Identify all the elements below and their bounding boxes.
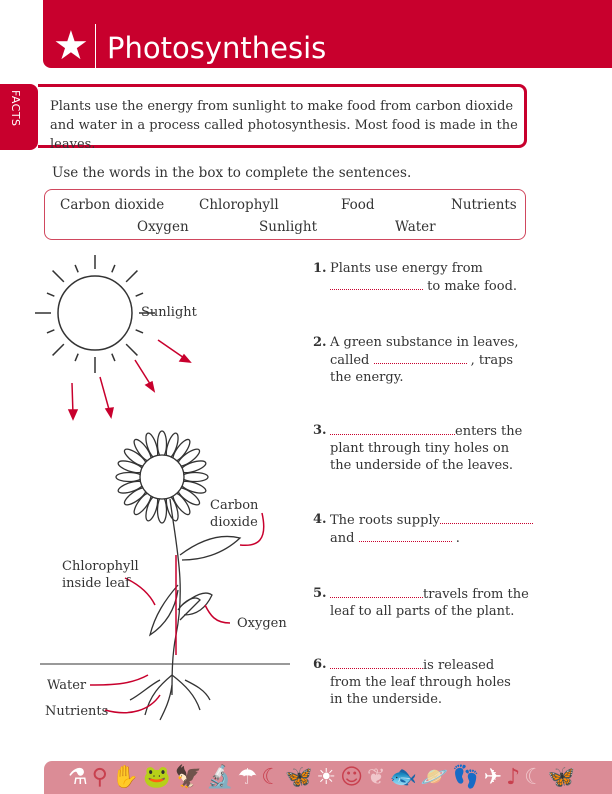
label-carbon: Carbon <box>210 498 259 513</box>
answer-blank[interactable] <box>440 511 533 524</box>
question-4: 4. The roots supply and . <box>313 511 533 547</box>
answer-blank[interactable] <box>330 656 423 669</box>
word-box <box>44 189 526 240</box>
label-oxygen: Oxygen <box>237 616 287 631</box>
facts-tab-label: FACTS <box>9 90 22 127</box>
label-dioxide: dioxide <box>210 515 258 530</box>
airplane-icon: ✈ <box>483 765 507 790</box>
petal <box>182 473 208 482</box>
sun-icon: ☀ <box>316 765 341 790</box>
answer-blank[interactable] <box>330 277 423 290</box>
word: Oxygen <box>137 219 189 235</box>
sun-ray <box>53 271 64 282</box>
hand-icon: ✋ <box>111 765 144 790</box>
butterfly-icon: 🦋 <box>547 765 580 790</box>
petal <box>116 473 142 482</box>
light-arrows <box>69 340 190 419</box>
question-1: 1. Plants use energy from to make food. <box>313 261 518 294</box>
sun-ray <box>53 344 64 355</box>
footer-icon-strip <box>44 761 612 794</box>
question-3: 3. enters the plant through tiny holes on the underside of the leaves. <box>313 423 523 473</box>
horn-icon: ♪ <box>506 765 525 790</box>
answer-blank[interactable] <box>330 585 423 598</box>
header-banner <box>43 0 612 68</box>
leaf-icon: ❦ <box>367 765 390 790</box>
instruction: Use the words in the box to complete the sentences. <box>52 165 412 181</box>
rain-cloud-icon: ☂ <box>237 765 262 790</box>
plant-diagram <box>0 255 310 735</box>
sun-ray <box>47 293 54 296</box>
word: Carbon dioxide <box>60 197 165 213</box>
answer-blank[interactable] <box>330 422 455 435</box>
label-water: Water <box>47 678 87 693</box>
magnifier-icon: ⚲ <box>91 765 112 790</box>
word: Sunlight <box>259 219 318 235</box>
star-icon: ★ <box>53 23 89 69</box>
answer-blank[interactable] <box>374 351 467 364</box>
moon-icon: ☾ <box>261 765 285 790</box>
planet-icon: 🪐 <box>420 765 453 790</box>
sun-ray <box>112 354 115 361</box>
sun-ray <box>75 354 78 361</box>
bird-icon: 🦅 <box>174 765 207 790</box>
flask-icon: ⚗ <box>68 765 92 790</box>
sun-ray <box>75 265 78 272</box>
word: Chlorophyll <box>199 197 279 213</box>
question-5: 5. travels from the leaf to all parts of the plant. <box>313 586 529 619</box>
answer-blank[interactable] <box>359 529 452 542</box>
moon-icon: ☾ <box>524 765 548 790</box>
label-inside-leaf: inside leaf <box>62 576 130 591</box>
footprint-icon: 👣 <box>452 765 484 790</box>
sun-icon <box>35 255 155 373</box>
person-icon: ☺ <box>340 765 368 790</box>
word: Nutrients <box>451 197 517 213</box>
sun-ray <box>126 271 137 282</box>
question-6: 6. is released from the leaf through holes in the underside. <box>313 657 511 707</box>
question-2: 2. A green substance in leaves, called , traps the energy. <box>313 335 519 385</box>
word: Water <box>395 219 436 235</box>
label-nutrients: Nutrients <box>45 704 109 719</box>
microscope-icon: 🔬 <box>206 765 238 790</box>
divider <box>95 24 96 68</box>
label-chlorophyll: Chlorophyll <box>62 559 139 574</box>
facts-box: Plants use the energy from sunlight to make food from carbon dioxide and water in a process called photosynthesis. Most food is made in the leaves. <box>38 84 527 148</box>
facts-tab <box>0 84 38 150</box>
fish-icon: 🐟 <box>389 765 421 790</box>
sun-ray <box>47 330 54 333</box>
petal <box>158 497 167 523</box>
sun-ray <box>136 293 143 296</box>
label-sunlight: Sunlight <box>141 305 197 320</box>
page-title: Photosynthesis <box>107 31 327 65</box>
word: Food <box>341 197 375 213</box>
sun-ray <box>126 344 137 355</box>
petal <box>158 431 167 457</box>
frog-icon: 🐸 <box>143 765 175 790</box>
sun-ray <box>136 330 143 333</box>
sun-ray <box>112 265 115 272</box>
butterfly-icon: 🦋 <box>284 765 317 790</box>
